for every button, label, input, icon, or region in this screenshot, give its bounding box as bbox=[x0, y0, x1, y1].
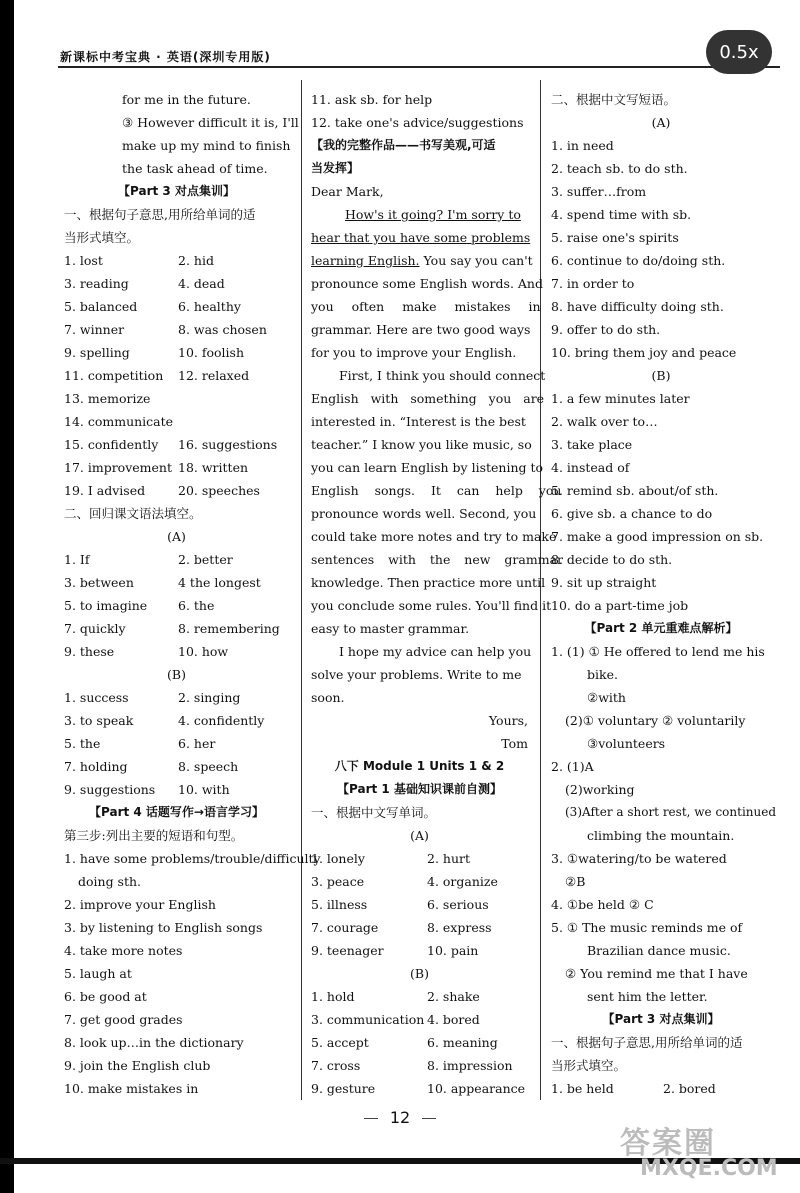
text-line: the task ahead of time. bbox=[122, 161, 268, 176]
answer: 6. healthy bbox=[178, 299, 241, 314]
phrase: 5. remind sb. about/of sth. bbox=[551, 483, 719, 498]
answer-row bbox=[311, 1054, 528, 1077]
answer: 8. was chosen bbox=[178, 322, 267, 337]
instruction: 一、根据中文写单词。 bbox=[311, 805, 437, 820]
answer-row bbox=[64, 548, 289, 571]
answer: 8. impression bbox=[427, 1058, 513, 1073]
answer-row bbox=[64, 571, 289, 594]
letter-line: English with something you are bbox=[311, 391, 545, 406]
module-title: 八下 Module 1 Units 1 & 2 bbox=[334, 759, 505, 773]
answer: 7. cross bbox=[311, 1058, 361, 1073]
letter-line: grammar. Here are two good ways bbox=[311, 322, 531, 337]
answer: 8. speech bbox=[178, 759, 239, 774]
letter-line: interested in. “Interest is the best bbox=[311, 414, 526, 429]
instruction: 一、根据句子意思,用所给单词的适 bbox=[64, 207, 256, 222]
answer-row bbox=[64, 686, 289, 709]
answer-row bbox=[311, 1008, 528, 1031]
phrase: 6. give sb. a chance to do bbox=[551, 506, 713, 521]
answer-row bbox=[311, 1031, 528, 1054]
answer: climbing the mountain. bbox=[587, 828, 735, 843]
column-2 bbox=[311, 88, 563, 1100]
phrase: 9. join the English club bbox=[64, 1058, 211, 1073]
answer: 8. remembering bbox=[178, 621, 280, 636]
answer: sent him the letter. bbox=[587, 989, 708, 1004]
section-heading: 【Part 3 对点集训】 bbox=[602, 1012, 720, 1026]
phrase: 6. continue to do/doing sth. bbox=[551, 253, 726, 268]
phrase: 6. be good at bbox=[64, 989, 147, 1004]
zoom-badge[interactable]: 0.5x bbox=[706, 30, 772, 74]
answer-row bbox=[311, 985, 528, 1008]
instruction: 一、根据句子意思,用所给单词的适 bbox=[551, 1035, 743, 1050]
letter-line: sentences with the new grammar bbox=[311, 552, 563, 567]
sub-label: (B) bbox=[651, 368, 671, 383]
answer-row bbox=[311, 847, 528, 870]
phrase: 7. get good grades bbox=[64, 1012, 183, 1027]
answer: 18. written bbox=[178, 460, 249, 475]
answer: 5. to imagine bbox=[64, 598, 148, 613]
answer: 9. spelling bbox=[64, 345, 130, 360]
letter-line: you conclude some rules. You'll find it bbox=[311, 598, 552, 613]
answer: 7. courage bbox=[311, 920, 379, 935]
answer-row bbox=[64, 249, 289, 272]
answer: 4. bored bbox=[427, 1012, 480, 1027]
answer: 1. hold bbox=[311, 989, 355, 1004]
answer: 9. gesture bbox=[311, 1081, 376, 1096]
answer-row bbox=[64, 318, 289, 341]
answer-row bbox=[311, 939, 528, 962]
phrase: 9. sit up straight bbox=[551, 575, 657, 590]
answer: 10. with bbox=[178, 782, 230, 797]
answer: 5. accept bbox=[311, 1035, 369, 1050]
letter-line: How's it going? I'm sorry to bbox=[345, 207, 521, 222]
sub-label: (B) bbox=[410, 966, 429, 981]
answer: 4. dead bbox=[178, 276, 225, 291]
letter-line: you often make mistakes in bbox=[311, 299, 541, 314]
phrase: 8. decide to do sth. bbox=[551, 552, 673, 567]
instruction: 二、回归课文语法填空。 bbox=[64, 506, 202, 521]
answer: 3. peace bbox=[311, 874, 365, 889]
answer: 6. meaning bbox=[427, 1035, 498, 1050]
answer: 4. ①be held ② C bbox=[551, 897, 654, 912]
answer: 1. lonely bbox=[311, 851, 365, 866]
answer: 15. confidently bbox=[64, 437, 159, 452]
phrase: 9. offer to do sth. bbox=[551, 322, 661, 337]
answer-row bbox=[311, 870, 528, 893]
watermark-url: MXQE.COM bbox=[640, 1156, 778, 1181]
instruction: 当形式填空。 bbox=[64, 230, 140, 245]
answer: 10. pain bbox=[427, 943, 479, 958]
answer: 2. better bbox=[178, 552, 233, 567]
letter-line: for you to improve your English. bbox=[311, 345, 517, 360]
text-line: ③ However difficult it is, I'll bbox=[122, 115, 299, 130]
column-1 bbox=[64, 88, 321, 1100]
phrase: 5. raise one's spirits bbox=[551, 230, 679, 245]
answer: 19. I advised bbox=[64, 483, 146, 498]
answer: 6. her bbox=[178, 736, 216, 751]
answer: 16. suggestions bbox=[178, 437, 278, 452]
phrase: 8. look up…in the dictionary bbox=[64, 1035, 244, 1050]
answer-row bbox=[551, 1077, 771, 1100]
answer-row bbox=[311, 893, 528, 916]
column-3 bbox=[551, 88, 777, 1100]
sub-label: (A) bbox=[410, 828, 429, 843]
answer: Brazilian dance music. bbox=[587, 943, 731, 958]
answer: 13. memorize bbox=[64, 391, 151, 406]
instruction: 二、根据中文写短语。 bbox=[551, 92, 677, 107]
answer: 5. ① The music reminds me of bbox=[551, 920, 743, 935]
answer: 9. these bbox=[64, 644, 115, 659]
letter-line: soon. bbox=[311, 690, 345, 705]
section-heading: 当发挥】 bbox=[311, 161, 360, 175]
answer-row bbox=[64, 479, 289, 502]
answer: 3. communication bbox=[311, 1012, 425, 1027]
answer: 12. relaxed bbox=[178, 368, 250, 383]
letter-line bbox=[311, 249, 533, 272]
answer: 2. (1)A bbox=[551, 759, 594, 774]
instruction: 当形式填空。 bbox=[551, 1058, 627, 1073]
answer: 10. foolish bbox=[178, 345, 244, 360]
phrase: 4. spend time with sb. bbox=[551, 207, 692, 222]
answer-row bbox=[64, 295, 289, 318]
answer: 10. appearance bbox=[427, 1081, 526, 1096]
answer: 1. success bbox=[64, 690, 129, 705]
sub-label: (A) bbox=[651, 115, 671, 130]
answer: 3. reading bbox=[64, 276, 129, 291]
section-heading: 【Part 2 单元重难点解析】 bbox=[584, 621, 738, 635]
phrase: 1. in need bbox=[551, 138, 614, 153]
answer: bike. bbox=[587, 667, 618, 682]
answer: 5. the bbox=[64, 736, 101, 751]
answer: 1. be held bbox=[551, 1081, 614, 1096]
phrase: 11. ask sb. for help bbox=[311, 92, 433, 107]
answer-row bbox=[64, 272, 289, 295]
answer: ②B bbox=[565, 874, 586, 889]
phrase: doing sth. bbox=[78, 874, 142, 889]
text-line: make up my mind to finish bbox=[122, 138, 291, 153]
answer: 3. ①watering/to be watered bbox=[551, 851, 727, 866]
column-divider bbox=[301, 80, 302, 1100]
letter-line: hear that you have some problems bbox=[311, 230, 531, 245]
answer-row bbox=[64, 341, 289, 364]
letter-fragment: You say you can't bbox=[423, 253, 533, 268]
answer: 1. If bbox=[64, 552, 90, 567]
phrase: 1. a few minutes later bbox=[551, 391, 690, 406]
answer: 20. speeches bbox=[178, 483, 260, 498]
letter-signature: Tom bbox=[501, 736, 528, 751]
answer: 2. hid bbox=[178, 253, 214, 268]
answer: 11. competition bbox=[64, 368, 164, 383]
answer: 8. express bbox=[427, 920, 492, 935]
phrase: 12. take one's advice/suggestions bbox=[311, 115, 524, 130]
answer: (2)① voluntary ② voluntarily bbox=[565, 713, 746, 728]
answer: 14. communicate bbox=[64, 414, 174, 429]
scan-edge bbox=[0, 0, 14, 1193]
phrase: 3. suffer…from bbox=[551, 184, 647, 199]
answer: 2. hurt bbox=[427, 851, 470, 866]
letter-line: solve your problems. Write to me bbox=[311, 667, 522, 682]
answer: 3. to speak bbox=[64, 713, 134, 728]
phrase: 1. have some problems/trouble/difficulty bbox=[64, 851, 321, 866]
answer: 5. illness bbox=[311, 897, 368, 912]
answer: 7. holding bbox=[64, 759, 128, 774]
letter-line: pronounce words well. Second, you bbox=[311, 506, 537, 521]
page-number-text: 12 bbox=[389, 1108, 411, 1127]
section-heading: 【Part 4 话题写作→语言学习】 bbox=[89, 805, 264, 819]
answer: 2. singing bbox=[178, 690, 241, 705]
phrase: 3. take place bbox=[551, 437, 633, 452]
phrase: 5. laugh at bbox=[64, 966, 132, 981]
letter-line: First, I think you should connect bbox=[339, 368, 546, 383]
answer-row bbox=[311, 1077, 528, 1100]
phrase: 10. make mistakes in bbox=[64, 1081, 199, 1096]
answer: 7. quickly bbox=[64, 621, 126, 636]
phrase: 7. make a good impression on sb. bbox=[551, 529, 764, 544]
section-heading: 【Part 1 基础知识课前自测】 bbox=[337, 782, 502, 796]
letter-line: you can learn English by listening to bbox=[311, 460, 544, 475]
answer-row bbox=[64, 709, 289, 732]
letter-line: pronounce some English words. And bbox=[311, 276, 543, 291]
section-heading: 【Part 3 对点集训】 bbox=[118, 184, 235, 198]
header-rule bbox=[58, 66, 780, 68]
answer: ②with bbox=[587, 690, 626, 705]
column-divider bbox=[540, 80, 541, 1100]
answer: 3. between bbox=[64, 575, 134, 590]
phrase: 2. walk over to… bbox=[551, 414, 658, 429]
phrase: 10. do a part-time job bbox=[551, 598, 689, 613]
sub-label: (B) bbox=[167, 667, 186, 682]
letter-line: could take more notes and try to make bbox=[311, 529, 557, 544]
instruction: 第三步:列出主要的短语和句型。 bbox=[64, 828, 244, 843]
answer-row bbox=[64, 640, 289, 663]
answer: 7. winner bbox=[64, 322, 125, 337]
answer-row bbox=[64, 755, 289, 778]
letter-closing: Yours, bbox=[488, 713, 528, 728]
letter-line: I hope my advice can help you bbox=[339, 644, 532, 659]
answer-row bbox=[64, 732, 289, 755]
answer: 4 the longest bbox=[178, 575, 261, 590]
answer: ② You remind me that I have bbox=[565, 966, 748, 981]
letter-line: easy to master grammar. bbox=[311, 621, 470, 636]
phrase: 2. improve your English bbox=[64, 897, 216, 912]
sub-label: (A) bbox=[167, 529, 186, 544]
text-line: for me in the future. bbox=[122, 92, 251, 107]
answer: 1. lost bbox=[64, 253, 103, 268]
answer: 10. how bbox=[178, 644, 229, 659]
answer: 2. shake bbox=[427, 989, 480, 1004]
answer-row bbox=[64, 456, 289, 479]
phrase: 3. by listening to English songs bbox=[64, 920, 263, 935]
section-heading: 【我的完整作品——书写美观,可适 bbox=[311, 138, 496, 152]
letter-fragment: learning English. bbox=[311, 253, 420, 268]
answer: 5. balanced bbox=[64, 299, 138, 314]
answer: (2)working bbox=[565, 782, 635, 797]
answer-row bbox=[64, 364, 289, 387]
answer: (3)After a short rest, we continued bbox=[565, 805, 777, 819]
answer: 9. suggestions bbox=[64, 782, 156, 797]
letter-greeting: Dear Mark, bbox=[311, 184, 384, 199]
answer: 4. organize bbox=[427, 874, 498, 889]
answer: ③volunteers bbox=[587, 736, 666, 751]
answer: 9. teenager bbox=[311, 943, 384, 958]
answer: 4. confidently bbox=[178, 713, 265, 728]
answer: 17. improvement bbox=[64, 460, 172, 475]
phrase: 8. have difficulty doing sth. bbox=[551, 299, 724, 314]
answer-row bbox=[64, 778, 289, 801]
answer: 2. bored bbox=[663, 1081, 716, 1096]
answer: 1. (1) ① He offered to lend me his bbox=[551, 644, 765, 659]
answer-row bbox=[64, 594, 289, 617]
phrase: 2. teach sb. to do sth. bbox=[551, 161, 688, 176]
phrase: 7. in order to bbox=[551, 276, 635, 291]
answer-row bbox=[64, 433, 289, 456]
phrase: 4. instead of bbox=[551, 460, 630, 475]
answer-row bbox=[64, 617, 289, 640]
letter-line: teacher.” I know you like music, so bbox=[311, 437, 532, 452]
letter-line: knowledge. Then practice more until bbox=[311, 575, 546, 590]
answer: 6. the bbox=[178, 598, 215, 613]
phrase: 4. take more notes bbox=[64, 943, 183, 958]
watermark-logo: 答案圈 bbox=[620, 1126, 716, 1161]
answer: 6. serious bbox=[427, 897, 489, 912]
page-header: 新课标中考宝典 · 英语(深圳专用版) bbox=[60, 50, 271, 64]
answer-row bbox=[311, 916, 528, 939]
phrase: 10. bring them joy and peace bbox=[551, 345, 737, 360]
letter-line: English songs. It can help you bbox=[311, 483, 562, 498]
